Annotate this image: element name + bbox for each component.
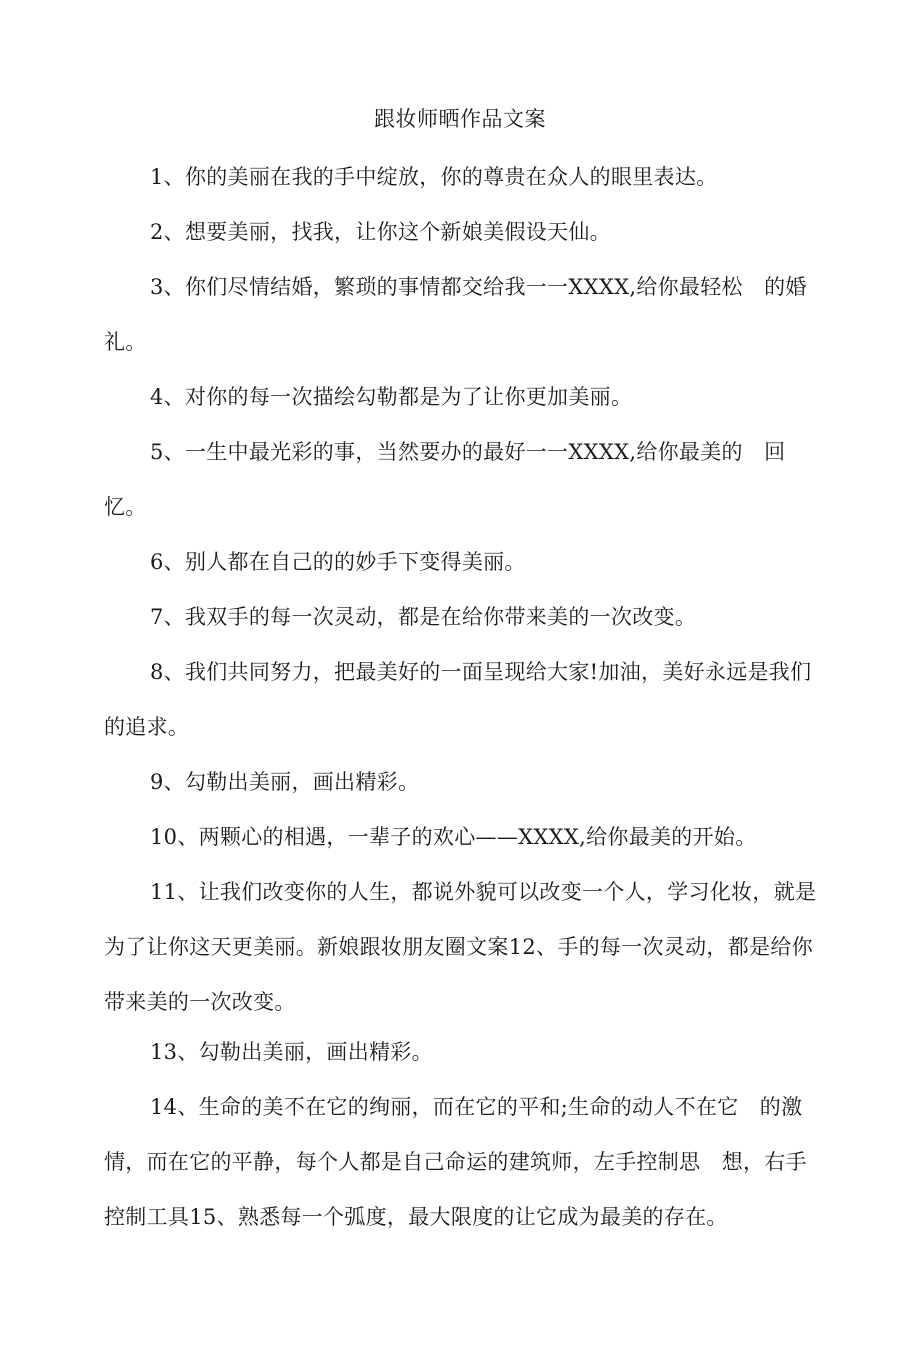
paragraph-4: 4、对你的每一次描绘勾勒都是为了让你更加美丽。 (150, 385, 633, 409)
paragraph-5: 5、一生中最光彩的事，当然要办的最好一一XXXX,给你最美的 回忆。 (104, 440, 786, 519)
paragraph-2: 2、想要美丽，找我，让你这个新娘美假设天仙。 (150, 220, 611, 244)
paragraph-3: 3、你们尽情结婚，繁琐的事情都交给我一一XXXX,给你最轻松 的婚礼。 (104, 275, 807, 354)
paragraph-1: 1、你的美丽在我的手中绽放，你的尊贵在众人的眼里表达。 (150, 165, 718, 189)
paragraph-9: 9、勾勒出美丽，画出精彩。 (150, 770, 420, 794)
document-title: 跟妆师晒作品文案 (374, 107, 546, 131)
paragraph-7: 7、我双手的每一次灵动，都是在给你带来美的一次改变。 (150, 605, 697, 629)
paragraph-11: 11、让我们改变你的人生，都说外貌可以改变一个人，学习化妆，就是为了让你这天更美丽。新娘跟妆朋友圈文案12、手的每一次灵动，都是给你带来美的一次改变。 (104, 880, 817, 1014)
paragraph-10: 10、两颗心的相遇，一辈子的欢心——XXXX,给你最美的开始。 (150, 825, 757, 849)
paragraph-14: 14、生命的美不在它的绚丽，而在它的平和;生命的动人不在它 的激情，而在它的平静，每个人都是自己命运的建筑师，左手控制思 想，右手控制工具15、熟悉每一个弧度，最大限度的让它成为最美的存在。 (104, 1095, 807, 1229)
paragraph-13: 13、勾勒出美丽，画出精彩。 (150, 1040, 433, 1064)
paragraph-8: 8、我们共同努力，把最美好的一面呈现给大家!加油，美好永远是我们的追求。 (104, 660, 812, 739)
paragraph-6: 6、别人都在自己的的妙手下变得美丽。 (150, 550, 526, 574)
